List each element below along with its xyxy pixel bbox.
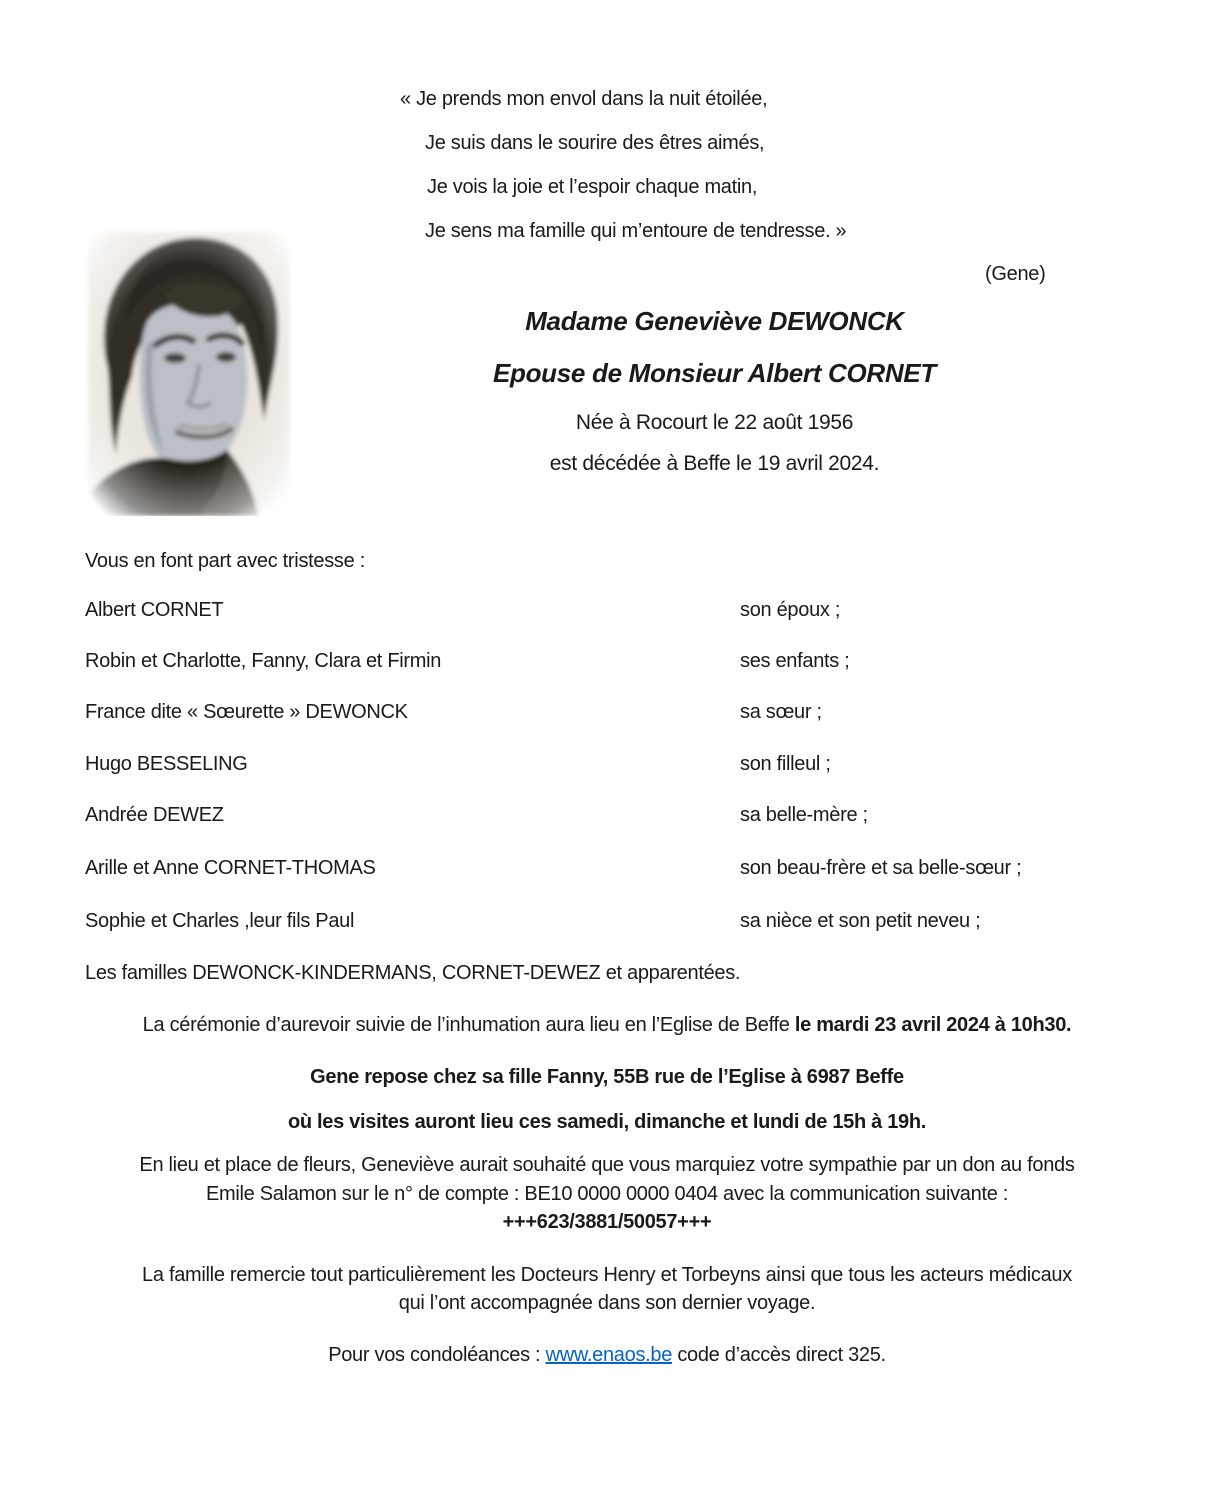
relative-names: Albert CORNET (85, 599, 224, 621)
thanks-line-2: qui l’ont accompagnée dans son dernier voyage. (398, 1292, 816, 1314)
relative-names: Andrée DEWEZ (85, 804, 224, 826)
deceased-name: Madame Geneviève DEWONCK (525, 306, 904, 336)
visits-line: où les visites auront lieu ces samedi, dimanche et lundi de 15h à 19h. (287, 1111, 927, 1133)
portrait-photo (78, 226, 298, 516)
ceremony-text: La cérémonie d’aurevoir suivie de l’inhumation aura lieu en l’Eglise de Beffe (142, 1014, 795, 1036)
relative-names: Robin et Charlotte, Fanny, Clara et Firmin (85, 650, 442, 672)
relative-relation: ses enfants ; (740, 650, 850, 672)
relative-relation: sa belle-mère ; (740, 804, 868, 826)
condolences-prefix: Pour vos condoléances : (328, 1344, 546, 1366)
repose-line: Gene repose chez sa fille Fanny, 55B rue de l’Eglise à 6987 Beffe (310, 1066, 904, 1088)
thanks-line-1: La famille remercie tout particulièrement les Docteurs Henry et Torbeyns ainsi que tous les acteurs médicaux (142, 1264, 1072, 1286)
quote-line-3: Je vois la joie et l’espoir chaque matin, (427, 176, 758, 198)
relative-relation: sa sœur ; (740, 701, 822, 723)
quote-line-2: Je suis dans le sourire des êtres aimés, (425, 132, 765, 154)
ceremony-date: le mardi 23 avril 2024 à 10h30. (794, 1014, 1072, 1036)
donation-line-2: Emile Salamon sur le n° de compte : BE10 0000 0000 0404 avec la communication suivante : (205, 1183, 1009, 1205)
donation-line-1: En lieu et place de fleurs, Geneviève aurait souhaité que vous marquiez votre sympathie par un don au fonds (139, 1154, 1075, 1176)
condolences-suffix: code d’accès direct 325. (672, 1344, 886, 1366)
relative-row (85, 910, 1129, 933)
deceased-spouse-line: Epouse de Monsieur Albert CORNET (492, 358, 937, 388)
birth-line: Née à Rocourt le 22 août 1956 (575, 411, 854, 434)
relative-names: Arille et Anne CORNET-THOMAS (85, 857, 376, 879)
announcement-intro: Vous en font part avec tristesse : (85, 550, 365, 572)
relative-row (85, 857, 1129, 880)
relative-row (85, 599, 1129, 622)
relative-relation: son époux ; (740, 599, 841, 621)
relative-row (85, 650, 1129, 673)
ceremony-line (85, 1012, 1129, 1038)
enaos-link[interactable]: www.enaos.be (545, 1344, 673, 1366)
relative-relation: son beau-frère et sa belle-sœur ; (740, 857, 1022, 879)
death-line: est décédée à Beffe le 19 avril 2024. (549, 452, 880, 475)
relative-names: Hugo BESSELING (85, 753, 248, 775)
relative-relation: sa nièce et son petit neveu ; (740, 910, 981, 932)
donation-communication-code: +++623/3881/50057+++ (502, 1211, 712, 1233)
condolences-line (85, 1342, 1129, 1368)
relative-names: Sophie et Charles ,leur fils Paul (85, 910, 355, 932)
quote-attribution: (Gene) (985, 263, 1046, 285)
relative-row (85, 804, 1129, 827)
relative-row (85, 753, 1129, 776)
relative-names: France dite « Sœurette » DEWONCK (85, 701, 408, 723)
quote-line-4: Je sens ma famille qui m’entoure de tendresse. » (425, 220, 847, 242)
relative-row (85, 701, 1129, 724)
quote-line-1: « Je prends mon envol dans la nuit étoilée, (400, 88, 768, 110)
portrait-photo-image (78, 226, 298, 516)
families-line: Les familles DEWONCK-KINDERMANS, CORNET-DEWEZ et apparentées. (85, 962, 741, 984)
relative-relation: son filleul ; (740, 753, 831, 775)
